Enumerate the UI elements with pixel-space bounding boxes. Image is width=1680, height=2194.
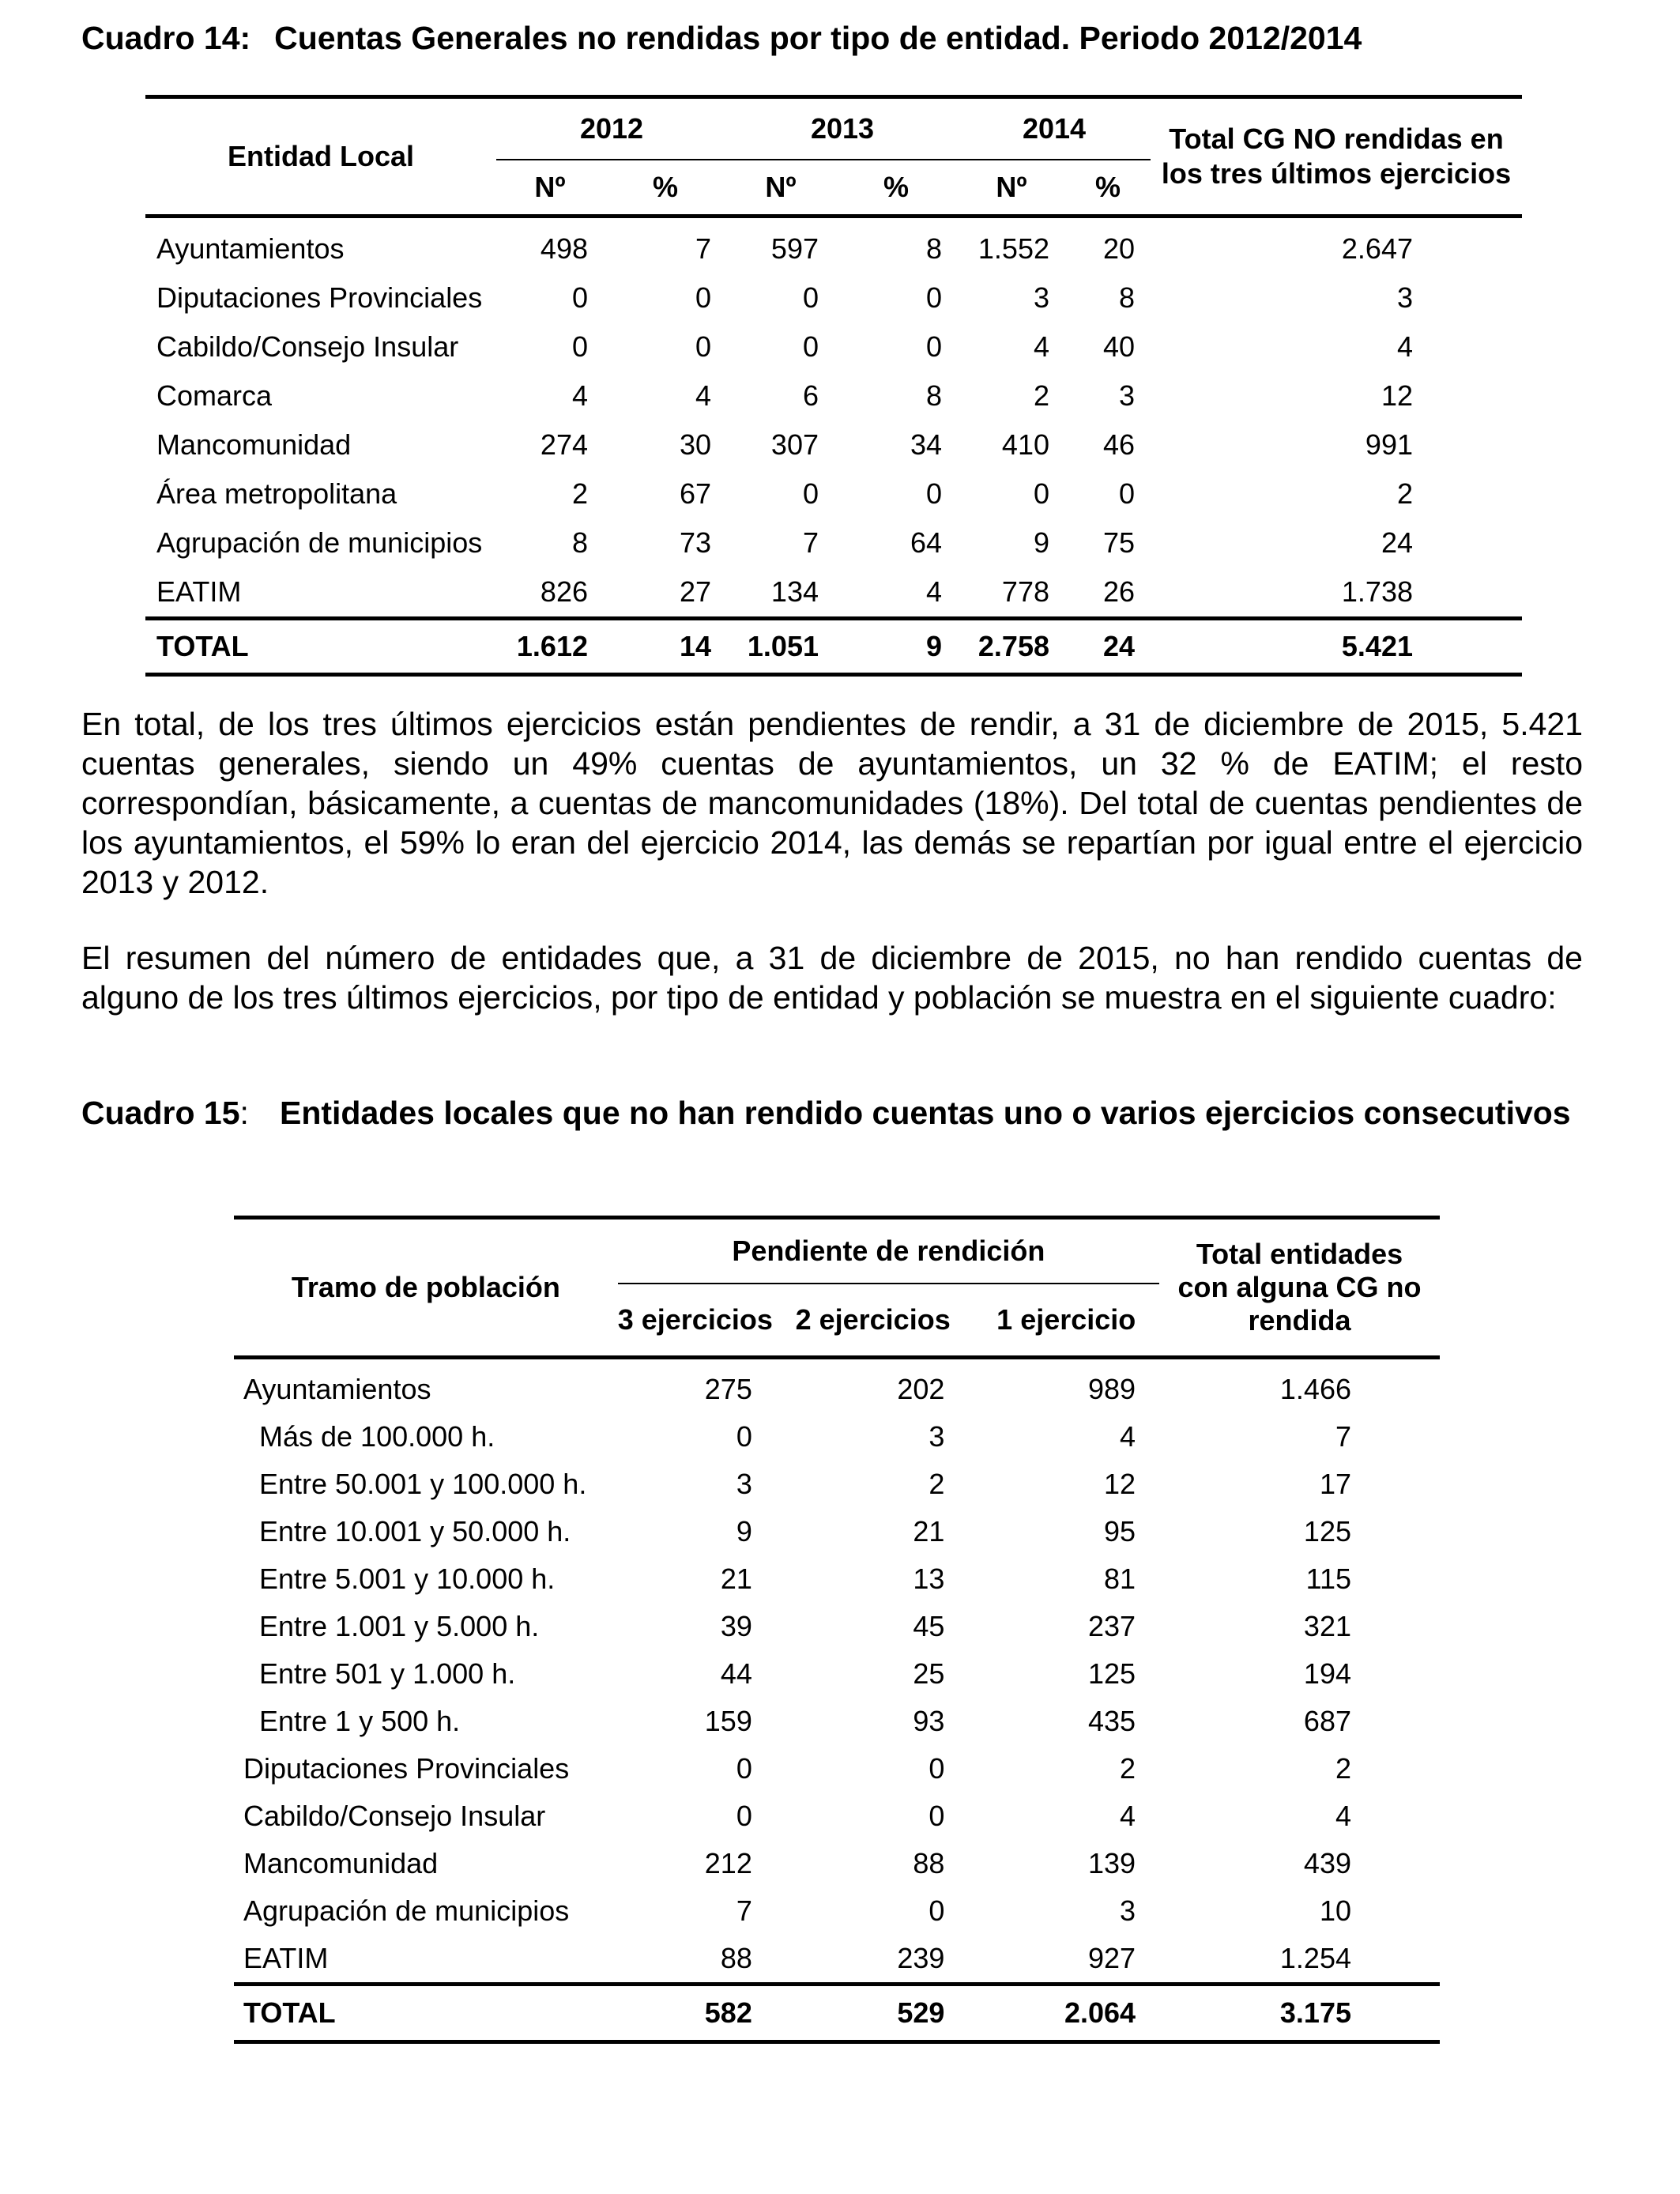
cell-value: 4: [925, 575, 942, 608]
cuadro14-title: Cuentas Generales no rendidas por tipo de entidad. Periodo 2012/2014: [274, 20, 1362, 56]
cell-value: 88: [720, 1942, 752, 1974]
cell-value: 0: [695, 330, 711, 363]
table-row: [234, 1461, 1440, 1508]
cell-value: 3: [736, 1468, 752, 1500]
header-year-2014: 2014: [958, 99, 1151, 160]
cell-value: 3: [929, 1420, 945, 1453]
cell-value: 45: [913, 1610, 945, 1642]
total-label: TOTAL: [145, 619, 496, 675]
cell-value: 0: [802, 330, 819, 363]
cell-value: 134: [770, 575, 819, 608]
total-value: 1.612: [496, 619, 604, 675]
header-total-entidades: Total entidades con alguna CG no rendida: [1159, 1218, 1440, 1358]
cell-value: 0: [1033, 477, 1049, 510]
row-entity-name: Comarca: [156, 379, 273, 412]
cell-value: 1.738: [1341, 575, 1413, 608]
cell-value: 2: [1120, 1752, 1136, 1785]
cell-value: 826: [540, 575, 588, 608]
paragraph-2: El resumen del número de entidades que, a 31 de diciembre de 2015, no han rendido cuentas de alguno de los tres últimos ejercicios, por tipo de entidad y población se muestra en el siguiente cuadro:: [81, 940, 1583, 1016]
cell-value: 0: [925, 281, 942, 314]
cell-value: 30: [679, 428, 711, 461]
table-row: [234, 1840, 1440, 1887]
total-value: 3.175: [1159, 1985, 1440, 2042]
table-row: [145, 322, 1522, 371]
cell-value: 2: [1335, 1752, 1351, 1785]
cell-value: 274: [540, 428, 588, 461]
cell-value: 4: [1396, 330, 1413, 363]
cell-value: 8: [925, 232, 942, 265]
cell-value: 17: [1319, 1468, 1351, 1500]
header-total-cg: Total CG NO rendidas en los tres últimos ejercicios: [1151, 99, 1522, 217]
row-entity-name: EATIM: [156, 575, 242, 608]
cell-value: 4: [571, 379, 588, 412]
header-entidad-local: Entidad Local: [145, 99, 496, 217]
total-value: 9: [834, 619, 958, 675]
cell-value: 439: [1303, 1847, 1351, 1879]
paragraph-1: En total, de los tres últimos ejercicios están pendientes de rendir, a 31 de diciembre de 2015, 5.421 cuentas generales, siendo un 49% cuentas de ayuntamientos, un 32 % de EATIM; el resto correspondían, básicamente, a cuentas de mancomunidades (18%). Del total de cuentas pendientes de los ayuntamientos, el 59% lo eran del ejercicio 2014, las demás se repartían por igual entre el ejercicio 2013 y 2012.: [81, 706, 1583, 900]
row-entity-name: Diputaciones Provinciales: [156, 281, 483, 314]
header-year-2012: 2012: [496, 99, 727, 160]
table-row: [145, 371, 1522, 420]
total-value: 582: [618, 1985, 773, 2042]
cell-value: 0: [736, 1752, 752, 1785]
cell-value: 0: [925, 477, 942, 510]
cell-value: 7: [736, 1894, 752, 1927]
table-row: [234, 1603, 1440, 1650]
cell-value: 21: [720, 1563, 752, 1595]
row-entity-name: Cabildo/Consejo Insular: [156, 330, 459, 363]
cell-value: 0: [802, 477, 819, 510]
header-pct: %: [604, 160, 727, 217]
cell-value: 40: [1102, 330, 1135, 363]
cell-value: 687: [1303, 1705, 1351, 1737]
cell-value: 4: [695, 379, 711, 412]
cell-value: 9: [736, 1515, 752, 1547]
table-row: [234, 1413, 1440, 1461]
cell-value: 237: [1087, 1610, 1136, 1642]
row-tramo-name: Entre 1 y 500 h.: [259, 1705, 461, 1737]
row-tramo-name: Agrupación de municipios: [243, 1894, 570, 1927]
total-row: [234, 1985, 1440, 2042]
cell-value: 0: [736, 1420, 752, 1453]
table-row: [145, 469, 1522, 518]
row-tramo-name: Más de 100.000 h.: [259, 1420, 495, 1453]
total-value: 529: [773, 1985, 974, 2042]
cell-value: 4: [1033, 330, 1049, 363]
cell-value: 321: [1303, 1610, 1351, 1642]
cell-value: 0: [695, 281, 711, 314]
header-pendiente-rendicion: Pendiente de rendición: [618, 1218, 1159, 1284]
cell-value: 88: [913, 1847, 945, 1879]
table-row: [145, 217, 1522, 274]
cell-value: 67: [679, 477, 711, 510]
cell-value: 25: [913, 1657, 945, 1690]
cell-value: 3: [1396, 281, 1413, 314]
cell-value: 20: [1102, 232, 1135, 265]
row-entity-name: Área metropolitana: [156, 477, 397, 510]
cuadro15-colon: :: [239, 1095, 249, 1131]
row-tramo-name: Diputaciones Provinciales: [243, 1752, 570, 1785]
cell-value: 2.647: [1341, 232, 1413, 265]
cell-value: 991: [1365, 428, 1413, 461]
cell-value: 13: [913, 1563, 945, 1595]
cell-value: 46: [1102, 428, 1135, 461]
cell-value: 212: [704, 1847, 752, 1879]
cuadro15-title: Entidades locales que no han rendido cuentas uno o varios ejercicios consecutivos: [280, 1095, 1571, 1131]
cell-value: 0: [802, 281, 819, 314]
cell-value: 125: [1303, 1515, 1351, 1547]
cell-value: 239: [897, 1942, 945, 1974]
cell-value: 4: [1120, 1800, 1136, 1832]
cell-value: 4: [1335, 1800, 1351, 1832]
header-pct: %: [1065, 160, 1151, 217]
total-value: 14: [604, 619, 727, 675]
total-value: 5.421: [1151, 619, 1522, 675]
cell-value: 1.466: [1279, 1373, 1351, 1405]
cell-value: 24: [1381, 526, 1413, 559]
total-row: [145, 619, 1522, 675]
cell-value: 8: [925, 379, 942, 412]
table-row: [234, 1698, 1440, 1745]
cuadro14-caption: [81, 17, 1362, 58]
cell-value: 0: [925, 330, 942, 363]
cell-value: 0: [571, 281, 588, 314]
cell-value: 64: [910, 526, 942, 559]
cell-value: 0: [571, 330, 588, 363]
table-row: [234, 1358, 1440, 1414]
row-tramo-name: Entre 10.001 y 50.000 h.: [259, 1515, 571, 1547]
cell-value: 3: [1118, 379, 1135, 412]
cell-value: 7: [1335, 1420, 1351, 1453]
cell-value: 39: [720, 1610, 752, 1642]
cell-value: 75: [1102, 526, 1135, 559]
cell-value: 927: [1087, 1942, 1136, 1974]
cell-value: 2: [929, 1468, 945, 1500]
cell-value: 27: [679, 575, 711, 608]
cell-value: 778: [1001, 575, 1049, 608]
row-tramo-name: Entre 5.001 y 10.000 h.: [259, 1563, 556, 1595]
total-value: 1.051: [727, 619, 834, 675]
cell-value: 410: [1001, 428, 1049, 461]
cell-value: 2: [1033, 379, 1049, 412]
cell-value: 0: [929, 1800, 945, 1832]
row-tramo-name: Entre 50.001 y 100.000 h.: [259, 1468, 587, 1500]
cell-value: 139: [1087, 1847, 1136, 1879]
cell-value: 3: [1033, 281, 1049, 314]
cell-value: 2: [571, 477, 588, 510]
header-tramo-poblacion: Tramo de población: [234, 1218, 618, 1358]
total-value: 2.758: [958, 619, 1065, 675]
header-1-ejercicio: 1 ejercicio: [973, 1284, 1159, 1358]
cell-value: 21: [913, 1515, 945, 1547]
table-row: [145, 420, 1522, 469]
cuadro15-label: Cuadro 15: [81, 1095, 240, 1131]
cell-value: 498: [540, 232, 588, 265]
table-row: [145, 273, 1522, 322]
cell-value: 73: [679, 526, 711, 559]
cell-value: 7: [695, 232, 711, 265]
row-entity-name: Ayuntamientos: [156, 232, 345, 265]
cell-value: 12: [1103, 1468, 1136, 1500]
header-n: Nº: [958, 160, 1065, 217]
table-row: [234, 1887, 1440, 1935]
table-row: [234, 1793, 1440, 1840]
row-entity-name: Agrupación de municipios: [156, 526, 483, 559]
cell-value: 1.254: [1279, 1942, 1351, 1974]
cell-value: 307: [770, 428, 819, 461]
header-2-ejercicios: 2 ejercicios: [773, 1284, 974, 1358]
header-n: Nº: [496, 160, 604, 217]
table-row: [234, 1508, 1440, 1555]
row-tramo-name: EATIM: [243, 1942, 329, 1974]
cell-value: 115: [1305, 1563, 1351, 1595]
cell-value: 0: [929, 1752, 945, 1785]
cell-value: 275: [704, 1373, 752, 1405]
row-tramo-name: Ayuntamientos: [243, 1373, 431, 1405]
row-tramo-name: Mancomunidad: [243, 1847, 439, 1879]
cell-value: 9: [1033, 526, 1049, 559]
table-row: [234, 1935, 1440, 1985]
cell-value: 0: [1118, 477, 1135, 510]
cell-value: 0: [736, 1800, 752, 1832]
cell-value: 0: [929, 1894, 945, 1927]
cell-value: 95: [1103, 1515, 1136, 1547]
cell-value: 93: [913, 1705, 945, 1737]
cell-value: 1.552: [977, 232, 1049, 265]
cuadro14-label: Cuadro 14:: [81, 20, 251, 56]
row-tramo-name: Entre 501 y 1.000 h.: [259, 1657, 516, 1690]
table-row: [145, 567, 1522, 619]
table-row: [234, 1745, 1440, 1793]
cell-value: 8: [571, 526, 588, 559]
cell-value: 10: [1319, 1894, 1351, 1927]
row-tramo-name: Cabildo/Consejo Insular: [243, 1800, 546, 1832]
cell-value: 7: [802, 526, 819, 559]
cell-value: 4: [1120, 1420, 1136, 1453]
cell-value: 159: [704, 1705, 752, 1737]
header-year-2013: 2013: [727, 99, 958, 160]
cell-value: 81: [1103, 1563, 1136, 1595]
cuadro15-table: [234, 1216, 1440, 2044]
cell-value: 989: [1087, 1373, 1136, 1405]
cell-value: 202: [897, 1373, 945, 1405]
total-label: TOTAL: [234, 1985, 618, 2042]
table-row: [145, 518, 1522, 567]
row-tramo-name: Entre 1.001 y 5.000 h.: [259, 1610, 540, 1642]
header-n: Nº: [727, 160, 834, 217]
cuadro14-table: [145, 95, 1522, 677]
cell-value: 6: [802, 379, 819, 412]
cell-value: 194: [1303, 1657, 1351, 1690]
cell-value: 8: [1118, 281, 1135, 314]
cell-value: 12: [1381, 379, 1413, 412]
cell-value: 44: [720, 1657, 752, 1690]
cell-value: 34: [910, 428, 942, 461]
table-row: [234, 1555, 1440, 1603]
cell-value: 3: [1120, 1894, 1136, 1927]
table-row: [234, 1650, 1440, 1698]
cell-value: 125: [1087, 1657, 1136, 1690]
total-value: 2.064: [973, 1985, 1159, 2042]
header-pct: %: [834, 160, 958, 217]
row-entity-name: Mancomunidad: [156, 428, 352, 461]
cell-value: 597: [770, 232, 819, 265]
cell-value: 435: [1087, 1705, 1136, 1737]
header-3-ejercicios: 3 ejercicios: [618, 1284, 773, 1358]
cell-value: 2: [1396, 477, 1413, 510]
cell-value: 26: [1102, 575, 1135, 608]
total-value: 24: [1065, 619, 1151, 675]
